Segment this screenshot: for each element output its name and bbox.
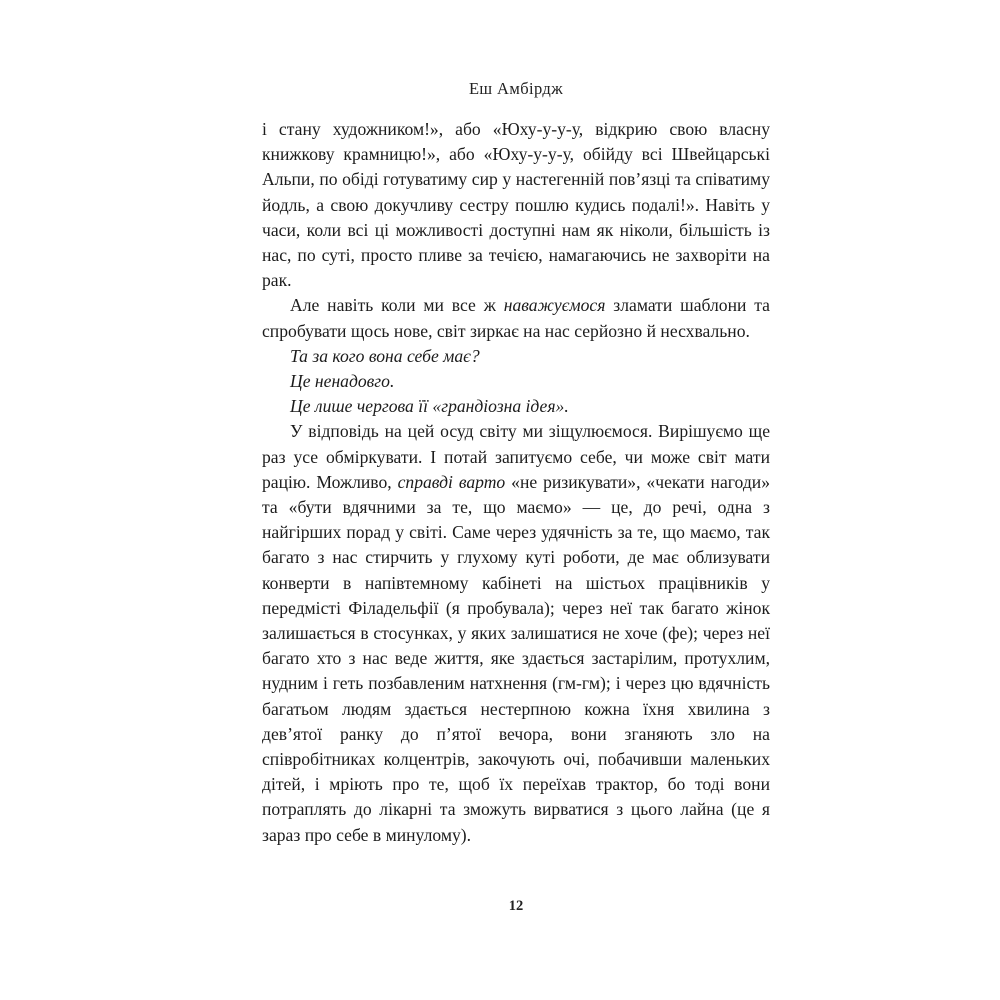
text-run: Але навіть коли ми все ж [290, 295, 504, 316]
text-run: У відповідь на цей осуд світу ми зіщулюємося. Вирішуємо ще раз усе обміркувати. І потай запитуємо себе, чи може світ мати рацію. Можливо, [262, 421, 770, 492]
paragraph [262, 369, 770, 394]
running-head-author: Еш Амбірдж [468, 79, 564, 98]
italic-text-run: Та за кого вона себе має? [290, 345, 480, 366]
italic-text-run: наважуємося [503, 295, 606, 316]
italic-text-run: Це лише чергова її «грандіозна ідея». [290, 396, 569, 417]
page-number: 12 [508, 898, 524, 914]
text-run: і стану художником!», або «Юху-у-у-у, відкрию свою власну книжкову крамницю!», або «Юху-у-у-у, обійду всі Швейцарські Альпи, по обіді готуватиму сир у настегенній пов’язці та співатиму йодль, а свою докучливу сестру пошлю кудись подалі!». Навіть у часи, коли всі ці можливості доступні нам як ніколи, більшість із нас, по суті, просто пливе за течією, намагаючись не захворіти на рак. [262, 119, 770, 291]
body-text [262, 117, 770, 848]
paragraph [262, 394, 770, 419]
text-run: зламати шаблони та спробувати щось нове, світ зиркає на нас серйозно й несхвально. [262, 295, 770, 341]
text-run: «не ризикувати», «чекати нагоди» та «бути вдячними за те, що маємо» — це, до речі, одна з найгірших порад у світі. Саме через удячність за те, що маємо, так багато з нас стирчить у глухому куті роботи, де має облизувати конверти в напівтемному кабінеті на шістьох працівників у передмісті Філадельфії (я пробувала); через неї так багато жінок залишається в стосунках, у яких залишатися не хоче (фе); через неї багато хто з нас веде життя, яке здається застарілим, протухлим, нудним і геть позбавленим натхнення (гм-гм); і через цю вдячність багатьом людям здається нестерпною кожна їхня хвилина з дев’ятої ранку до п’ятої вечора, вони зганяють зло на співробітниках колцентрів, закочують очі, побачивши маленьких дітей, і мріють про те, щоб їх переїхав трактор, бо тоді вони потраплять до лікарні та зможуть вирватися з цього лайна (це я зараз про себе в минулому). [262, 471, 770, 845]
paragraph [262, 117, 770, 293]
italic-text-run: Це ненадовго. [290, 371, 395, 392]
paragraph [262, 344, 770, 369]
paragraph [262, 419, 770, 847]
italic-text-run: справді варто [397, 471, 506, 492]
paragraph [262, 293, 770, 343]
